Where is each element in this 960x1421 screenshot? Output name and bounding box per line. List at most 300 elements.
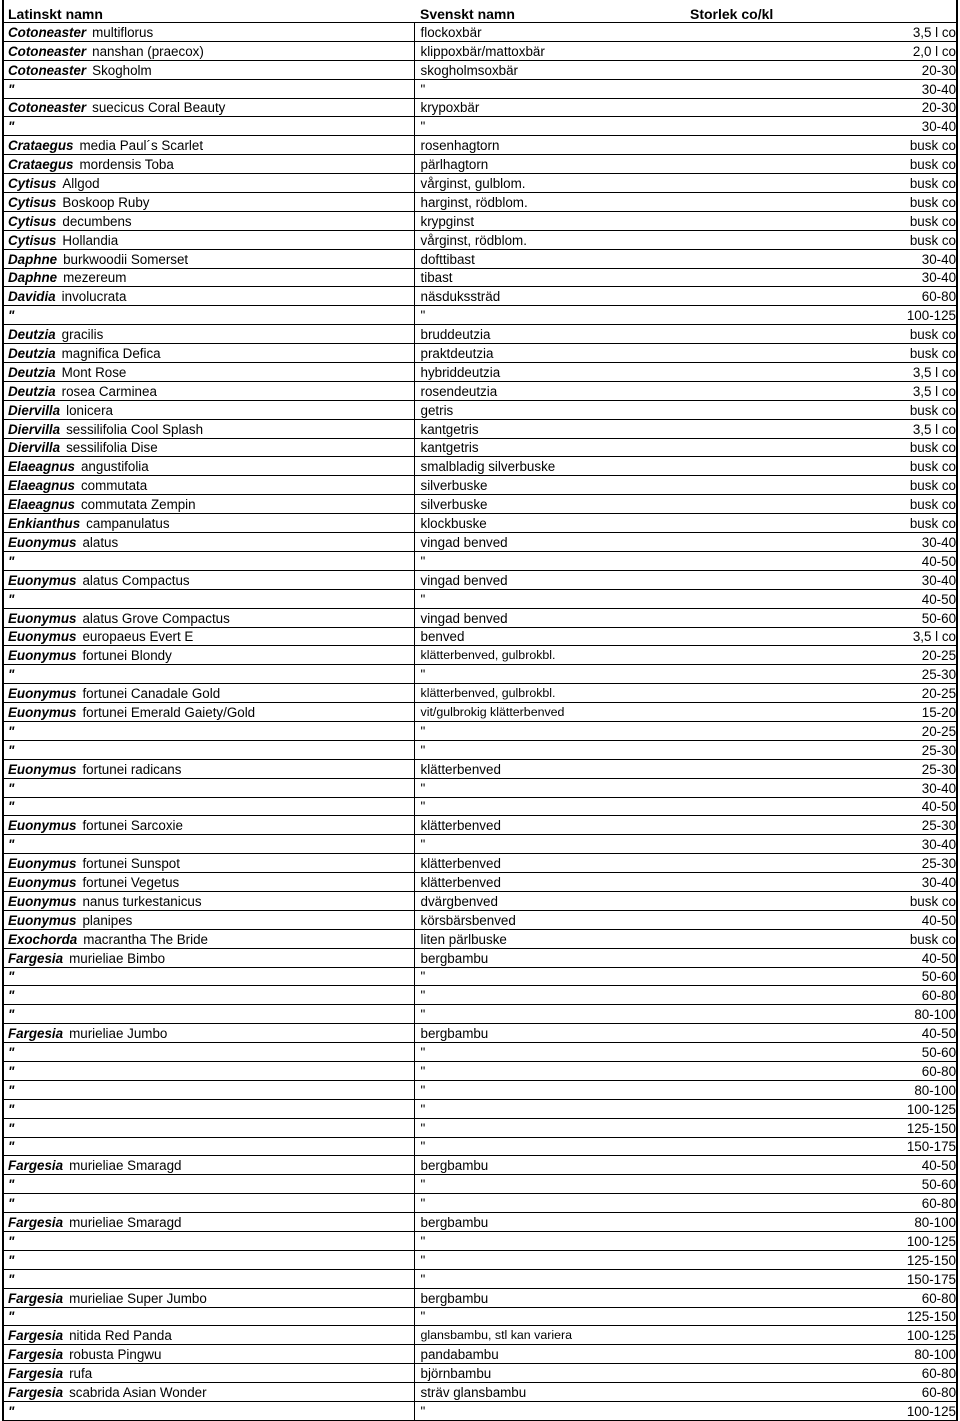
swedish-name-cell: bergbambu [414,948,686,967]
table-row [4,400,956,419]
swedish-name-cell: " [414,721,686,740]
size-cell: 20-30 [856,98,956,117]
latin-name-cell [4,778,414,797]
size-cell: busk co [856,514,956,533]
latin-name-cell [4,816,414,835]
genus-name: " [8,591,15,607]
genus-name: " [8,667,15,683]
table-row [4,1307,956,1326]
latin-name-cell [4,1005,414,1024]
genus-name: Deutzia [8,364,56,380]
genus-name: Deutzia [8,327,56,343]
spacer-cell [686,155,856,174]
swedish-name-cell: körsbärsbenved [414,910,686,929]
table-row [4,1043,956,1062]
latin-name-cell [4,174,414,193]
species-cultivar: Boskoop Ruby [62,194,150,210]
swedish-name-cell: bergbambu [414,1156,686,1175]
latin-name-cell [4,230,414,249]
swedish-name-cell: " [414,665,686,684]
latin-name-cell [4,1099,414,1118]
plant-table [4,0,956,1421]
size-cell: 25-30 [856,759,956,778]
latin-name-cell [4,438,414,457]
table-row [4,98,956,117]
latin-name-cell [4,23,414,42]
genus-name: Euonymus [8,629,77,645]
latin-name-cell [4,721,414,740]
genus-name: Euonymus [8,761,77,777]
table-row [4,721,956,740]
genus-name: Elaeagnus [8,497,75,513]
latin-name-cell [4,98,414,117]
swedish-name-cell: " [414,1307,686,1326]
size-cell: busk co [856,891,956,910]
size-cell: busk co [856,476,956,495]
genus-name: Deutzia [8,346,56,362]
swedish-name-cell: " [414,1099,686,1118]
spacer-cell [686,1326,856,1345]
swedish-name-cell: björnbambu [414,1364,686,1383]
swedish-name-cell: klätterbenved [414,816,686,835]
size-cell: 60-80 [856,1288,956,1307]
swedish-name-cell: " [414,1250,686,1269]
genus-name: " [8,81,15,97]
table-row [4,325,956,344]
size-cell: 40-50 [856,1156,956,1175]
table-row [4,1194,956,1213]
table-row [4,551,956,570]
table-row [4,1326,956,1345]
size-cell: 150-175 [856,1137,956,1156]
latin-name-cell [4,211,414,230]
swedish-name-cell: sträv glansbambu [414,1383,686,1402]
spacer-cell [686,363,856,382]
spacer-cell [686,23,856,42]
species-cultivar: involucrata [61,289,127,305]
spacer-cell [686,570,856,589]
size-cell: 50-60 [856,1175,956,1194]
size-cell: 150-175 [856,1269,956,1288]
swedish-name-cell: " [414,1080,686,1099]
swedish-name-cell: vårginst, gulblom. [414,174,686,193]
size-cell: busk co [856,230,956,249]
genus-name: Crataegus [8,138,74,154]
spacer-cell [686,381,856,400]
latin-name-cell [4,740,414,759]
latin-name-cell [4,589,414,608]
table-row [4,1118,956,1137]
spacer-cell [686,1080,856,1099]
latin-name-cell [4,797,414,816]
genus-name: " [8,799,15,815]
species-cultivar: alatus Compactus [82,572,190,588]
swedish-name-cell: kantgetris [414,438,686,457]
species-cultivar: lonicera [66,402,114,418]
table-row [4,306,956,325]
size-cell: 40-50 [856,948,956,967]
species-cultivar: commutata Zempin [80,497,196,513]
swedish-name-cell: kantgetris [414,419,686,438]
table-row [4,211,956,230]
genus-name: Crataegus [8,157,74,173]
latin-name-cell [4,136,414,155]
spacer-cell [686,1099,856,1118]
table-row [4,476,956,495]
swedish-name-cell: bruddeutzia [414,325,686,344]
table-row [4,570,956,589]
genus-name: " [8,723,15,739]
genus-name: " [8,1403,15,1419]
spacer-cell [686,646,856,665]
table-row [4,268,956,287]
table-row [4,646,956,665]
genus-name: Davidia [8,289,56,305]
swedish-name-cell: klippoxbär/mattoxbär [414,41,686,60]
size-cell: 50-60 [856,967,956,986]
table-header [4,0,956,23]
table-row [4,929,956,948]
spacer-cell [686,230,856,249]
size-cell: 40-50 [856,551,956,570]
latin-name-cell [4,873,414,892]
swedish-name-cell: " [414,1194,686,1213]
table-row [4,1175,956,1194]
table-row [4,816,956,835]
species-cultivar: fortunei Sunspot [82,856,180,872]
size-cell: 30-40 [856,835,956,854]
size-cell: 80-100 [856,1080,956,1099]
swedish-name-cell: dofttibast [414,249,686,268]
table-row [4,514,956,533]
species-cultivar: fortunei radicans [82,761,182,777]
size-cell: 3,5 l co [856,627,956,646]
genus-name: Cotoneaster [8,62,87,78]
size-cell: 3,5 l co [856,23,956,42]
species-cultivar: commutata [80,478,148,494]
species-cultivar: media Paul´s Scarlet [79,138,204,154]
header-swedish-name: Svenskt namn [414,0,686,23]
size-cell: 30-40 [856,117,956,136]
spacer-cell [686,79,856,98]
genus-name: Euonymus [8,893,77,909]
spacer-cell [686,514,856,533]
genus-name: Daphne [8,270,58,286]
latin-name-cell [4,1118,414,1137]
species-cultivar: mezereum [63,270,127,286]
table-row [4,117,956,136]
latin-name-cell [4,381,414,400]
species-cultivar: magnifica Defica [61,346,161,362]
genus-name: Cytisus [8,194,57,210]
swedish-name-cell: vingad benved [414,570,686,589]
spacer-cell [686,438,856,457]
size-cell: busk co [856,495,956,514]
swedish-name-cell: " [414,79,686,98]
genus-name: " [8,1271,15,1287]
spacer-cell [686,854,856,873]
swedish-name-cell: silverbuske [414,476,686,495]
genus-name: Fargesia [8,1215,64,1230]
swedish-name-cell: tibast [414,268,686,287]
latin-name-cell [4,363,414,382]
table-row [4,1364,956,1383]
size-cell: 20-25 [856,646,956,665]
genus-name: Fargesia [8,1366,64,1382]
table-row [4,1156,956,1175]
header-latin-name: Latinskt namn [4,0,414,23]
species-cultivar: planipes [82,912,133,928]
genus-name: Diervilla [8,402,61,418]
size-cell: busk co [856,457,956,476]
swedish-name-cell: pandabambu [414,1345,686,1364]
spacer-cell [686,778,856,797]
spacer-cell [686,759,856,778]
latin-name-cell [4,1345,414,1364]
size-cell: 100-125 [856,1402,956,1421]
swedish-name-cell: klockbuske [414,514,686,533]
genus-name: " [8,308,15,324]
swedish-name-cell: " [414,1175,686,1194]
size-cell: 60-80 [856,986,956,1005]
species-cultivar: burkwoodii Somerset [63,251,189,267]
spacer-cell [686,948,856,967]
swedish-name-cell: krypoxbär [414,98,686,117]
genus-name: Cytisus [8,232,57,248]
latin-name-cell [4,1269,414,1288]
table-row [4,136,956,155]
spacer-cell [686,665,856,684]
latin-name-cell [4,967,414,986]
size-cell: busk co [856,438,956,457]
species-cultivar: robusta Pingwu [69,1347,162,1363]
size-cell: 40-50 [856,910,956,929]
species-cultivar: mordensis Toba [79,157,174,173]
species-cultivar: gracilis [61,327,104,343]
size-cell: 40-50 [856,797,956,816]
latin-name-cell [4,551,414,570]
spacer-cell [686,1043,856,1062]
genus-name: Euonymus [8,818,77,834]
species-cultivar: murieliae Bimbo [69,950,166,966]
size-cell: busk co [856,929,956,948]
genus-name: Deutzia [8,383,56,399]
genus-name: " [8,1233,15,1249]
genus-name: " [8,553,15,569]
spacer-cell [686,306,856,325]
swedish-name-cell: vårginst, rödblom. [414,230,686,249]
genus-name: Elaeagnus [8,459,75,475]
genus-name: " [8,1007,15,1023]
species-cultivar: suecicus Coral Beauty [92,100,226,116]
latin-name-cell [4,1307,414,1326]
species-cultivar: murieliae Smaragd [69,1215,182,1230]
swedish-name-cell: bergbambu [414,1024,686,1043]
size-cell: 30-40 [856,570,956,589]
latin-name-cell [4,268,414,287]
latin-name-cell [4,1024,414,1043]
table-row [4,684,956,703]
spacer-cell [686,1194,856,1213]
table-row [4,41,956,60]
genus-name: " [8,1082,15,1098]
size-cell: 40-50 [856,589,956,608]
latin-name-cell [4,1288,414,1307]
size-cell: 30-40 [856,873,956,892]
size-cell: 80-100 [856,1213,956,1232]
spacer-cell [686,1232,856,1251]
spacer-cell [686,721,856,740]
latin-name-cell [4,400,414,419]
latin-name-cell [4,306,414,325]
spacer-cell [686,1213,856,1232]
size-cell: 125-150 [856,1118,956,1137]
swedish-name-cell: " [414,1269,686,1288]
table-row [4,589,956,608]
genus-name: " [8,780,15,796]
genus-name: Fargesia [8,1328,64,1344]
species-cultivar: sessilifolia Cool Splash [66,421,204,437]
latin-name-cell [4,79,414,98]
genus-name: Euonymus [8,610,77,626]
latin-name-cell [4,948,414,967]
latin-name-cell [4,759,414,778]
spacer-cell [686,589,856,608]
latin-name-cell [4,1137,414,1156]
table-row [4,967,956,986]
latin-name-cell [4,1156,414,1175]
genus-name: Cotoneaster [8,100,87,116]
genus-name: " [8,988,15,1004]
spacer-cell [686,1137,856,1156]
spacer-cell [686,873,856,892]
spacer-cell [686,797,856,816]
size-cell: busk co [856,193,956,212]
table-row [4,344,956,363]
spacer-cell [686,740,856,759]
swedish-name-cell: " [414,1137,686,1156]
spacer-cell [686,495,856,514]
swedish-name-cell: " [414,797,686,816]
spacer-cell [686,986,856,1005]
genus-name: Euonymus [8,704,77,720]
size-cell: 25-30 [856,740,956,759]
table-row [4,873,956,892]
size-cell: 125-150 [856,1307,956,1326]
swedish-name-cell: rosendeutzia [414,381,686,400]
spacer-cell [686,98,856,117]
table-row [4,1080,956,1099]
swedish-name-cell: hybriddeutzia [414,363,686,382]
species-cultivar: alatus Grove Compactus [82,610,230,626]
genus-name: " [8,1101,15,1117]
spacer-cell [686,419,856,438]
swedish-name-cell: " [414,551,686,570]
species-cultivar: alatus [82,534,119,550]
spacer-cell [686,193,856,212]
size-cell: 100-125 [856,1232,956,1251]
size-cell: busk co [856,174,956,193]
swedish-name-cell: dvärgbenved [414,891,686,910]
genus-name: " [8,1139,15,1155]
size-cell: 30-40 [856,778,956,797]
spacer-cell [686,1024,856,1043]
size-cell: busk co [856,344,956,363]
size-cell: 100-125 [856,1326,956,1345]
spacer-cell [686,211,856,230]
swedish-name-cell: klätterbenved, gulbrokbl. [414,684,686,703]
size-cell: 15-20 [856,703,956,722]
spacer-cell [686,1175,856,1194]
size-cell: 25-30 [856,665,956,684]
swedish-name-cell: " [414,117,686,136]
species-cultivar: fortunei Sarcoxie [82,818,183,834]
genus-name: " [8,1252,15,1268]
table-row [4,703,956,722]
spacer-cell [686,325,856,344]
spacer-cell [686,1364,856,1383]
swedish-name-cell: bergbambu [414,1213,686,1232]
genus-name: Cotoneaster [8,43,87,59]
spacer-cell [686,1307,856,1326]
swedish-name-cell: liten pärlbuske [414,929,686,948]
table-row [4,495,956,514]
table-row [4,986,956,1005]
spacer-cell [686,1061,856,1080]
table-row [4,1005,956,1024]
table-row [4,249,956,268]
species-cultivar: macrantha The Bride [83,931,209,947]
swedish-name-cell: krypginst [414,211,686,230]
genus-name: Fargesia [8,1290,64,1306]
table-row [4,759,956,778]
species-cultivar: sessilifolia Dise [66,440,158,456]
table-row [4,79,956,98]
swedish-name-cell: klätterbenved [414,854,686,873]
latin-name-cell [4,854,414,873]
genus-name: Fargesia [8,1158,64,1174]
latin-name-cell [4,1175,414,1194]
genus-name: " [8,1177,15,1193]
table-body [4,23,956,1421]
swedish-name-cell: skogholmsoxbär [414,60,686,79]
spacer-cell [686,344,856,363]
table-row [4,533,956,552]
species-cultivar: murieliae Smaragd [69,1158,182,1174]
genus-name: Euonymus [8,874,77,890]
spacer-cell [686,551,856,570]
swedish-name-cell: harginst, rödblom. [414,193,686,212]
latin-name-cell [4,249,414,268]
latin-name-cell [4,287,414,306]
table-row [4,740,956,759]
table-row [4,835,956,854]
genus-name: " [8,119,15,135]
swedish-name-cell: " [414,1043,686,1062]
size-cell: 100-125 [856,306,956,325]
swedish-name-cell: glansbambu, stl kan variera [414,1326,686,1345]
latin-name-cell [4,703,414,722]
swedish-name-cell: pärlhagtorn [414,155,686,174]
table-row [4,438,956,457]
header-size: Storlek co/kl [686,0,956,23]
genus-name: Cotoneaster [8,24,87,40]
size-cell: 50-60 [856,608,956,627]
table-row [4,854,956,873]
size-cell: busk co [856,325,956,344]
table-row [4,60,956,79]
size-cell: 3,5 l co [856,419,956,438]
